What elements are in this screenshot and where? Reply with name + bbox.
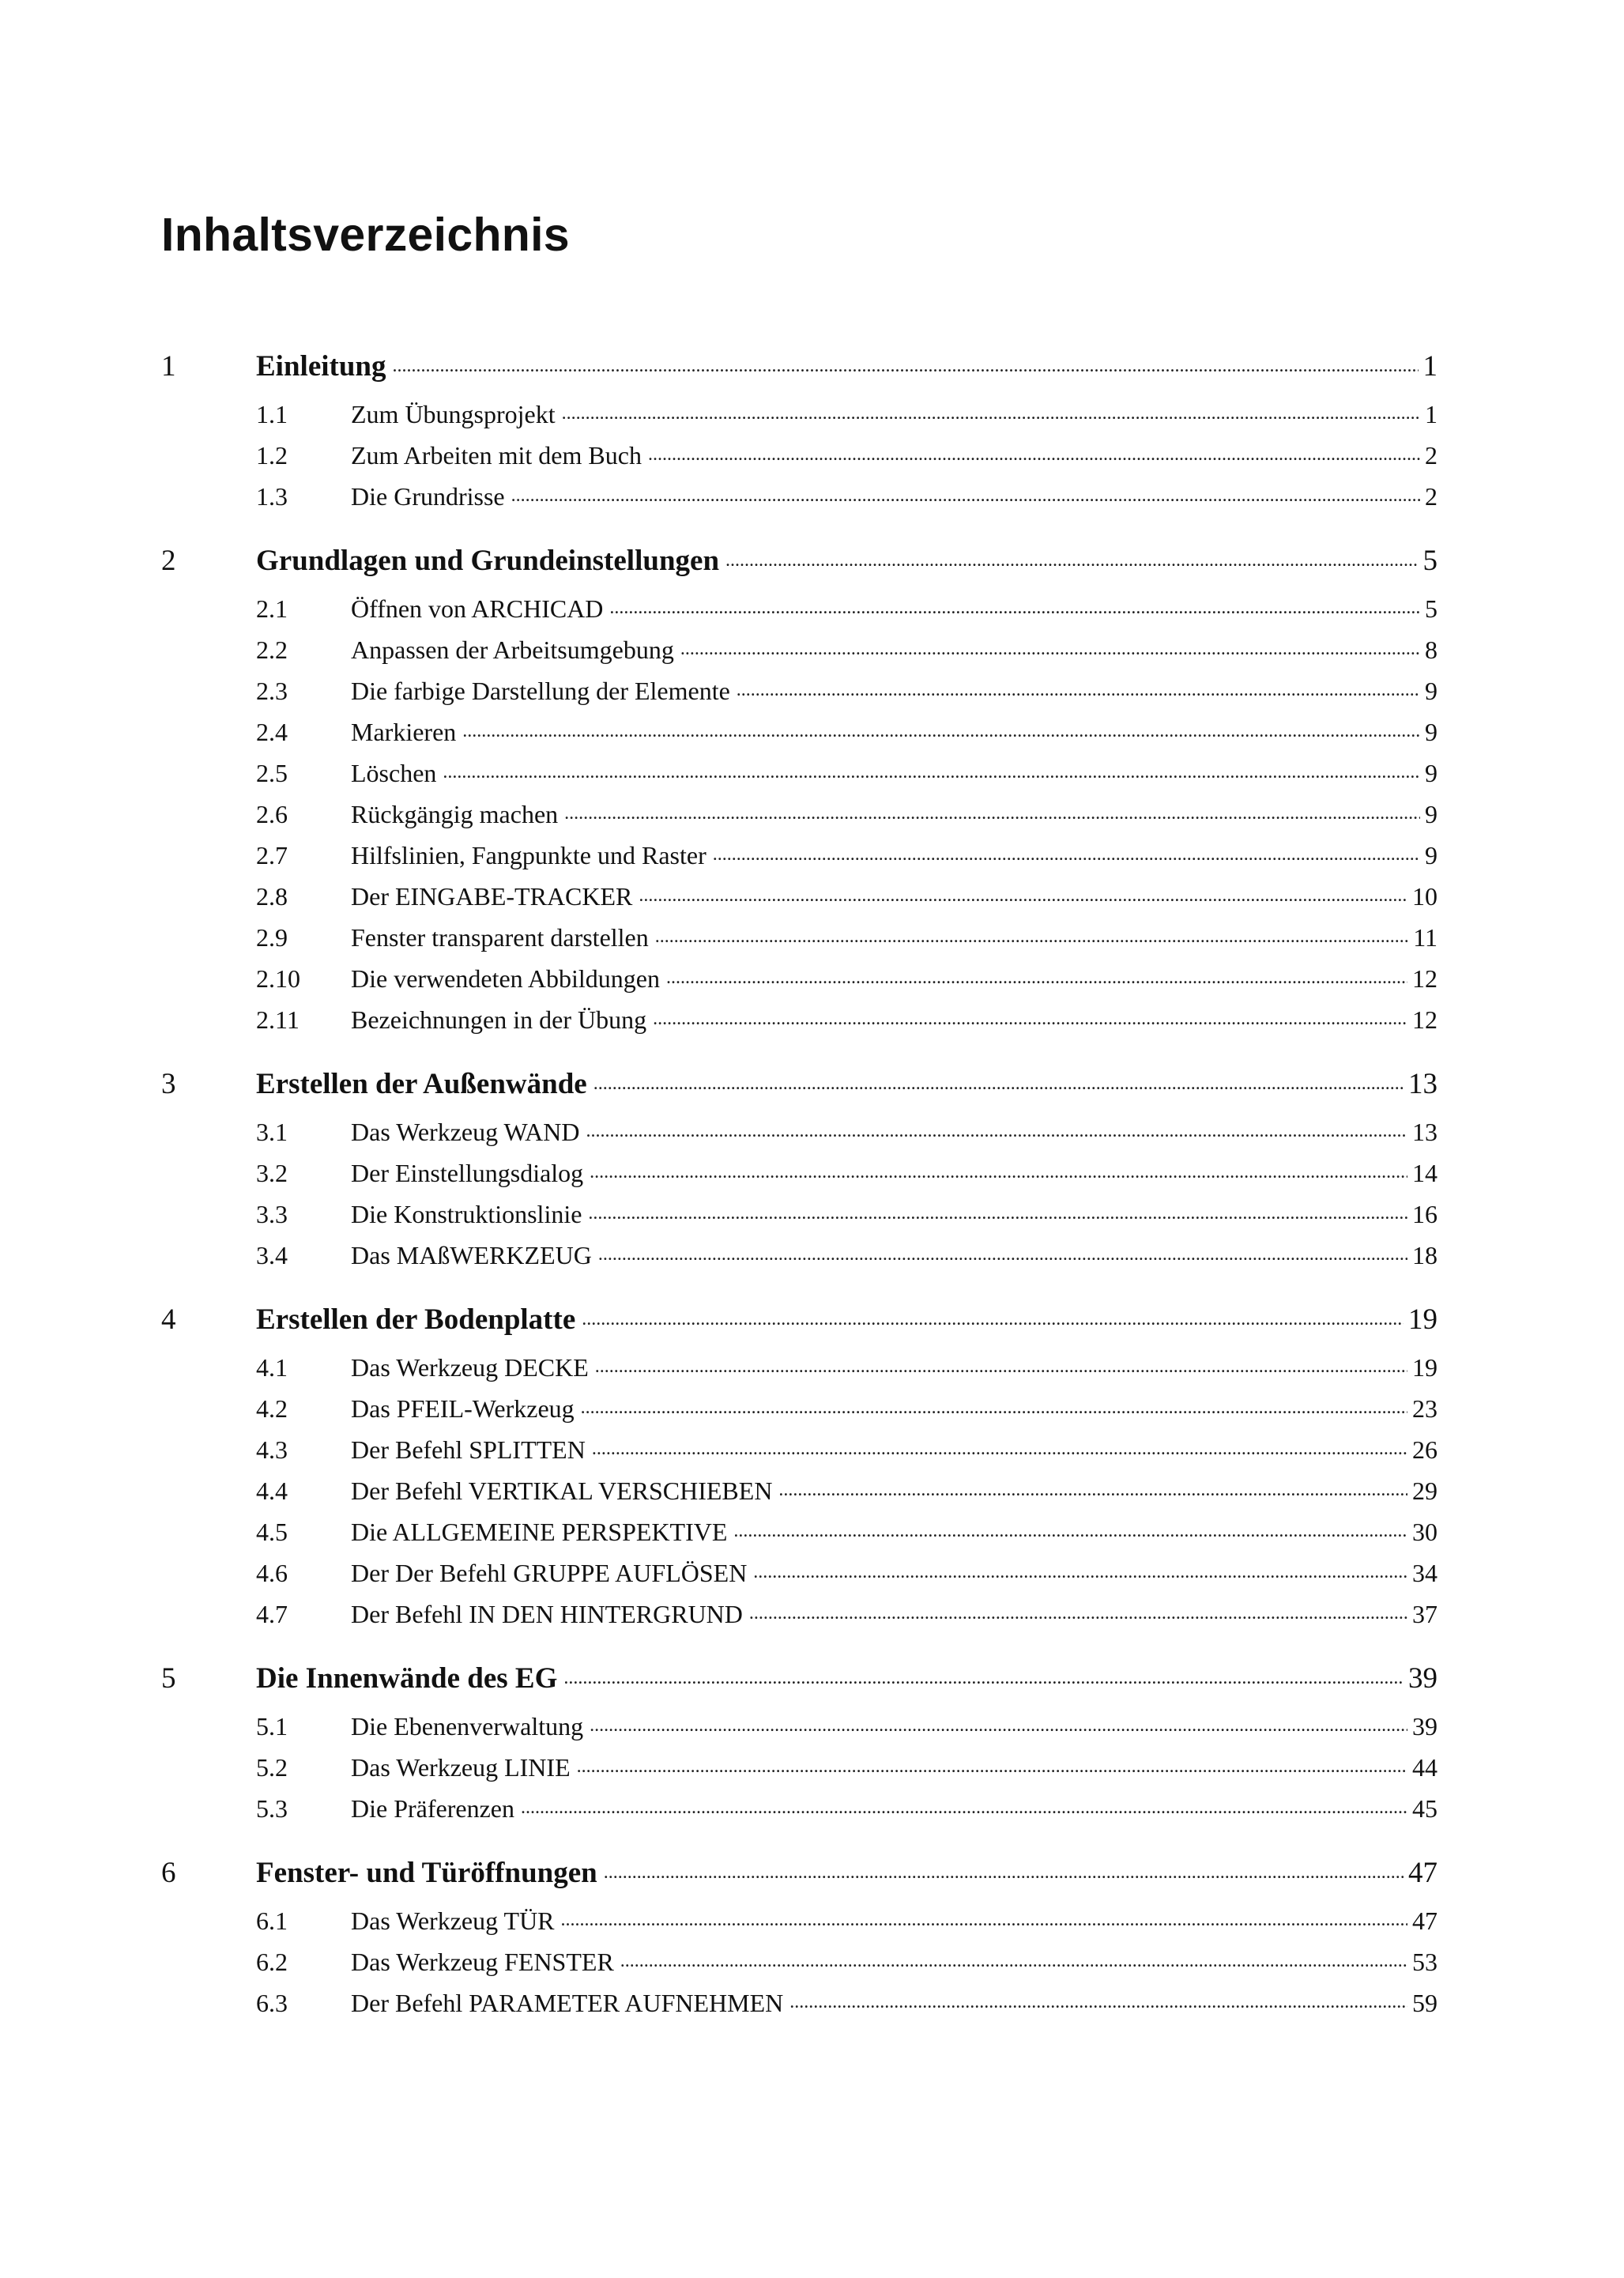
dot-leader [609, 592, 1420, 617]
toc-section-row[interactable] [161, 1388, 1437, 1429]
section-title: Das Werkzeug FENSTER [351, 1948, 614, 1976]
dot-leader [737, 674, 1420, 700]
section-page-number: 18 [1412, 1241, 1437, 1269]
toc-section-row[interactable] [161, 1347, 1437, 1388]
dot-leader [598, 1239, 1407, 1264]
dot-leader [511, 480, 1420, 505]
toc-section-row[interactable] [161, 435, 1437, 476]
section-page-number: 1 [1425, 400, 1437, 428]
dot-leader [582, 1299, 1404, 1329]
section-title: Fenster transparent darstellen [351, 923, 649, 952]
section-page-number: 9 [1425, 841, 1437, 869]
section-page-number: 53 [1412, 1948, 1437, 1976]
table-of-contents [161, 346, 1437, 2023]
section-number: 3.2 [256, 1159, 288, 1187]
section-title: Der Der Befehl GRUPPE AUFLÖSEN [351, 1559, 748, 1587]
chapter-page-number: 1 [1422, 350, 1437, 383]
dot-leader [592, 1433, 1407, 1458]
section-page-number: 23 [1412, 1394, 1437, 1423]
section-page-number: 5 [1425, 594, 1437, 623]
toc-section-row[interactable] [161, 1982, 1437, 2023]
section-title: Das PFEIL-Werkzeug [351, 1394, 575, 1423]
dot-leader [778, 1474, 1407, 1499]
chapter-number: 1 [161, 350, 176, 383]
dot-leader [521, 1792, 1407, 1817]
toc-section-row[interactable] [161, 1152, 1437, 1194]
toc-section-row[interactable] [161, 1511, 1437, 1552]
section-number: 5.2 [256, 1753, 288, 1782]
section-page-number: 12 [1412, 964, 1437, 993]
section-number: 2.3 [256, 677, 288, 705]
toc-section-row[interactable] [161, 1900, 1437, 1941]
section-number: 2.2 [256, 636, 288, 664]
section-title: Rückgängig machen [351, 800, 559, 828]
section-title: Der Befehl SPLITTEN [351, 1435, 586, 1464]
section-number: 2.10 [256, 964, 300, 993]
section-page-number: 10 [1412, 882, 1437, 911]
dot-leader [733, 1515, 1407, 1541]
chapter-number: 5 [161, 1662, 176, 1695]
dot-leader [462, 715, 1420, 741]
section-number: 2.5 [256, 759, 288, 787]
toc-section-row[interactable] [161, 670, 1437, 711]
section-page-number: 9 [1425, 759, 1437, 787]
section-page-number: 39 [1412, 1712, 1437, 1741]
dot-leader [680, 633, 1420, 658]
section-page-number: 30 [1412, 1518, 1437, 1546]
dot-leader [564, 798, 1420, 823]
section-page-number: 8 [1425, 636, 1437, 664]
toc-section-row[interactable] [161, 1235, 1437, 1276]
section-number: 4.1 [256, 1353, 288, 1382]
section-title: Das Werkzeug TÜR [351, 1907, 555, 1935]
toc-section-row[interactable] [161, 476, 1437, 517]
section-number: 4.2 [256, 1394, 288, 1423]
chapter-title: Einleitung [256, 350, 386, 383]
section-page-number: 37 [1412, 1600, 1437, 1628]
section-number: 4.6 [256, 1559, 288, 1587]
section-number: 2.7 [256, 841, 288, 869]
section-page-number: 16 [1412, 1200, 1437, 1228]
chapter-title: Grundlagen und Grundeinstellungen [256, 545, 720, 577]
section-title: Die farbige Darstellung der Elemente [351, 677, 730, 705]
section-number: 6.1 [256, 1907, 288, 1935]
section-page-number: 9 [1425, 800, 1437, 828]
section-number: 2.8 [256, 882, 288, 911]
dot-leader [586, 1115, 1408, 1141]
section-number: 6.3 [256, 1989, 288, 2017]
section-page-number: 29 [1412, 1477, 1437, 1505]
toc-section-row[interactable] [161, 1194, 1437, 1235]
toc-chapter-row[interactable] [161, 1299, 1437, 1341]
toc-section-row[interactable] [161, 588, 1437, 629]
dot-leader [655, 921, 1408, 946]
toc-section-row[interactable] [161, 629, 1437, 670]
chapter-page-number: 47 [1408, 1857, 1437, 1889]
section-number: 2.4 [256, 718, 288, 746]
chapter-title: Erstellen der Außenwände [256, 1068, 587, 1100]
section-number: 4.5 [256, 1518, 288, 1546]
section-page-number: 2 [1425, 441, 1437, 470]
toc-section-row[interactable] [161, 876, 1437, 917]
dot-leader [443, 756, 1420, 782]
section-page-number: 19 [1412, 1353, 1437, 1382]
dot-leader [581, 1392, 1407, 1417]
dot-leader [590, 1710, 1407, 1735]
section-page-number: 9 [1425, 718, 1437, 746]
section-title: Zum Arbeiten mit dem Buch [351, 441, 642, 470]
section-number: 3.4 [256, 1241, 288, 1269]
section-title: Die verwendeten Abbildungen [351, 964, 660, 993]
section-title: Die Grundrisse [351, 482, 505, 511]
section-title: Das Werkzeug LINIE [351, 1753, 571, 1782]
toc-chapter-row[interactable] [161, 1658, 1437, 1699]
dot-leader [562, 398, 1420, 423]
dot-leader [725, 541, 1418, 570]
section-page-number: 13 [1412, 1118, 1437, 1146]
dot-leader [593, 1064, 1404, 1093]
section-title: Die ALLGEMEINE PERSPEKTIVE [351, 1518, 728, 1546]
dot-leader [604, 1853, 1404, 1882]
chapter-number: 4 [161, 1303, 176, 1336]
section-number: 4.7 [256, 1600, 288, 1628]
dot-leader [648, 439, 1420, 464]
dot-leader [753, 1556, 1407, 1582]
section-number: 6.2 [256, 1948, 288, 1976]
dot-leader [393, 346, 1419, 375]
toc-chapter-row[interactable] [161, 346, 1437, 387]
section-title: Der Befehl PARAMETER AUFNEHMEN [351, 1989, 784, 2017]
toc-section-row[interactable] [161, 1941, 1437, 1982]
dot-leader [653, 1003, 1407, 1028]
dot-leader [588, 1197, 1407, 1223]
section-title: Das MAßWERKZEUG [351, 1241, 592, 1269]
toc-section-row[interactable] [161, 794, 1437, 835]
section-number: 5.1 [256, 1712, 288, 1741]
dot-leader [590, 1156, 1407, 1182]
toc-section-row[interactable] [161, 999, 1437, 1040]
section-title: Löschen [351, 759, 437, 787]
chapter-page-number: 13 [1408, 1068, 1437, 1100]
dot-leader [713, 839, 1420, 864]
toc-section-row[interactable] [161, 1429, 1437, 1470]
toc-section-row[interactable] [161, 835, 1437, 876]
section-page-number: 26 [1412, 1435, 1437, 1464]
toc-section-row[interactable] [161, 752, 1437, 794]
toc-section-row[interactable] [161, 1788, 1437, 1829]
section-page-number: 47 [1412, 1907, 1437, 1935]
section-title: Der Befehl VERTIKAL VERSCHIEBEN [351, 1477, 773, 1505]
toc-section-row[interactable] [161, 958, 1437, 999]
section-number: 2.6 [256, 800, 288, 828]
dot-leader [789, 1986, 1407, 2012]
toc-chapter-row[interactable] [161, 1064, 1437, 1105]
section-page-number: 2 [1425, 482, 1437, 511]
section-number: 2.9 [256, 923, 288, 952]
section-title: Zum Übungsprojekt [351, 400, 556, 428]
section-title: Das Werkzeug DECKE [351, 1353, 589, 1382]
toc-section-row[interactable] [161, 1747, 1437, 1788]
section-page-number: 14 [1412, 1159, 1437, 1187]
toc-section-row[interactable] [161, 917, 1437, 958]
section-number: 4.3 [256, 1435, 288, 1464]
toc-section-row[interactable] [161, 711, 1437, 752]
section-title: Öffnen von ARCHICAD [351, 594, 604, 623]
section-title: Der Einstellungsdialog [351, 1159, 584, 1187]
dot-leader [666, 962, 1407, 987]
toc-section-row[interactable] [161, 1470, 1437, 1511]
chapter-page-number: 39 [1408, 1662, 1437, 1695]
page-title: Inhaltsverzeichnis [161, 209, 570, 261]
dot-leader [561, 1904, 1407, 1929]
section-title: Der EINGABE-TRACKER [351, 882, 633, 911]
toc-chapter-row[interactable] [161, 1853, 1437, 1894]
chapter-page-number: 5 [1422, 545, 1437, 577]
section-number: 1.1 [256, 400, 288, 428]
dot-leader [577, 1751, 1407, 1776]
chapter-title: Fenster- und Türöffnungen [256, 1857, 597, 1889]
toc-chapter-row[interactable] [161, 541, 1437, 582]
dot-leader [563, 1658, 1404, 1688]
section-page-number: 34 [1412, 1559, 1437, 1587]
section-number: 3.3 [256, 1200, 288, 1228]
section-title: Anpassen der Arbeitsumgebung [351, 636, 674, 664]
section-title: Markieren [351, 718, 457, 746]
dot-leader [749, 1597, 1407, 1623]
toc-section-row[interactable] [161, 394, 1437, 435]
section-number: 3.1 [256, 1118, 288, 1146]
chapter-page-number: 19 [1408, 1303, 1437, 1336]
toc-section-row[interactable] [161, 1706, 1437, 1747]
section-number: 2.1 [256, 594, 288, 623]
section-page-number: 9 [1425, 677, 1437, 705]
section-title: Bezeichnungen in der Übung [351, 1005, 647, 1034]
section-number: 2.11 [256, 1005, 300, 1034]
chapter-number: 6 [161, 1857, 176, 1889]
dot-leader [620, 1945, 1407, 1971]
chapter-title: Erstellen der Bodenplatte [256, 1303, 576, 1336]
section-number: 5.3 [256, 1794, 288, 1823]
dot-leader [595, 1351, 1407, 1376]
section-page-number: 11 [1413, 923, 1437, 952]
section-title: Hilfslinien, Fangpunkte und Raster [351, 841, 706, 869]
section-number: 1.3 [256, 482, 288, 511]
section-title: Die Ebenenverwaltung [351, 1712, 584, 1741]
section-page-number: 59 [1412, 1989, 1437, 2017]
section-number: 1.2 [256, 441, 288, 470]
chapter-number: 3 [161, 1068, 176, 1100]
toc-section-row[interactable] [161, 1552, 1437, 1593]
section-page-number: 12 [1412, 1005, 1437, 1034]
toc-section-row[interactable] [161, 1593, 1437, 1635]
section-number: 4.4 [256, 1477, 288, 1505]
section-title: Der Befehl IN DEN HINTERGRUND [351, 1600, 743, 1628]
section-title: Das Werkzeug WAND [351, 1118, 580, 1146]
chapter-number: 2 [161, 545, 176, 577]
section-page-number: 45 [1412, 1794, 1437, 1823]
toc-section-row[interactable] [161, 1111, 1437, 1152]
chapter-title: Die Innenwände des EG [256, 1662, 558, 1695]
section-page-number: 44 [1412, 1753, 1437, 1782]
section-title: Die Präferenzen [351, 1794, 514, 1823]
section-title: Die Konstruktionslinie [351, 1200, 582, 1228]
dot-leader [639, 880, 1407, 905]
